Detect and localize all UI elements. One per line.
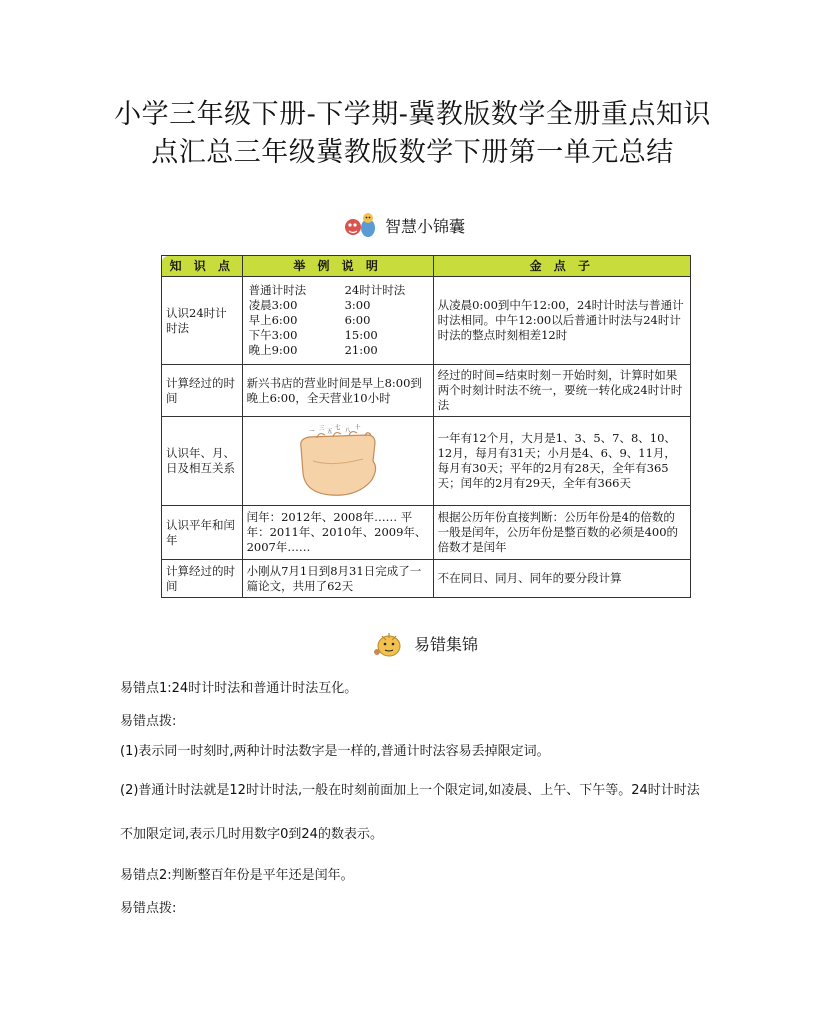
clock-24h: 21:00 xyxy=(344,343,378,357)
svg-text:五: 五 xyxy=(326,429,333,435)
svg-text:八: 八 xyxy=(344,428,351,434)
thinking-mascot-icon xyxy=(372,628,406,658)
header-example: 举 例 说 明 xyxy=(242,256,433,277)
tip-cell: 不在同日、同月、同年的要分段计算 xyxy=(433,560,690,598)
example-cell: 新兴书店的营业时间是早上8:00到晚上6:00，全天营业10小时 xyxy=(242,365,433,417)
mistake-1-hint-1: (1)表示同一时刻时,两种计时法数字是一样的,普通计时法容易丢掉限定词。 xyxy=(120,744,550,759)
tip-cell: 从凌晨0:00到中午12:00，24时计时法与普通计时法相同。中午12:00以后普通计时法与24时计时法的整点时刻相差12时 xyxy=(433,277,690,365)
tip-cell: 根据公历年份直接判断：公历年份是4的倍数的一般是闰年，公历年份是整百数的必须是400的倍数才是闰年 xyxy=(433,506,690,560)
svg-text:三: 三 xyxy=(318,426,325,432)
mistake-2-hint-label: 易错点拨: xyxy=(120,901,177,916)
topic-cell: 计算经过的时间 xyxy=(162,560,243,598)
tip-cell: 经过的时间=结束时刻－开始时刻，计算时如果两个时刻计时法不统一，要统一转化成24时计时法 xyxy=(433,365,690,417)
topic-cell: 认识平年和闰年 xyxy=(162,506,243,560)
table-header-row xyxy=(162,256,691,277)
header-topic: 知 识 点 xyxy=(162,256,243,277)
clock-comparison xyxy=(247,283,429,358)
mistake-1-hint-label: 易错点拨: xyxy=(120,714,177,729)
example-cell: 闰年：2012年、2008年…… 平年：2011年、2010年、2009年、2007年…… xyxy=(242,506,433,560)
example-cell xyxy=(242,277,433,365)
table-row xyxy=(162,560,691,598)
table-row xyxy=(162,506,691,560)
clock-normal: 凌晨3:00 xyxy=(248,298,298,312)
mistake-1-title: 易错点1:24时计时法和普通计时法互化。 xyxy=(120,681,358,696)
table-row xyxy=(162,365,691,417)
clock-normal: 下午3:00 xyxy=(248,328,298,342)
mistake-2-title: 易错点2:判断整百年份是平年还是闰年。 xyxy=(120,868,354,883)
clock-header-24h: 24时计时法 xyxy=(344,283,406,297)
clock-24h: 6:00 xyxy=(344,313,371,327)
section-label: 易错集锦 xyxy=(414,634,479,654)
section-common-mistakes xyxy=(372,628,478,658)
page-title: 小学三年级下册-下学期-冀教版数学全册重点知识点汇总三年级冀教版数学下册第一单元总结 xyxy=(114,99,711,168)
svg-text:七: 七 xyxy=(334,425,341,431)
topic-cell: 认识24时计时法 xyxy=(162,277,243,365)
clock-24h: 3:00 xyxy=(344,298,371,312)
table-row xyxy=(162,417,691,506)
svg-text:一: 一 xyxy=(308,429,315,435)
knowledge-table xyxy=(161,255,691,598)
svg-text:十: 十 xyxy=(354,425,361,431)
section-smart-tips xyxy=(343,210,465,240)
mistake-1-hint-2: (2)普通计时法就是12时计时法,一般在时刻前面加上一个限定词,如凌晨、上午、下午等。24时计时法不加限定词,表示几时用数字0到24的数表示。 xyxy=(120,783,700,842)
section-label: 智慧小锦囊 xyxy=(385,216,466,236)
hand-knuckle-month-diagram xyxy=(283,421,393,501)
topic-cell: 认识年、月、日及相互关系 xyxy=(162,417,243,506)
clock-normal: 早上6:00 xyxy=(248,313,298,327)
topic-cell: 计算经过的时间 xyxy=(162,365,243,417)
cartoon-mascot-icon xyxy=(343,210,377,240)
example-cell: 小刚从7月1日到8月31日完成了一篇论文，共用了62天 xyxy=(242,560,433,598)
clock-24h: 15:00 xyxy=(344,328,378,342)
header-tip: 金 点 子 xyxy=(433,256,690,277)
tip-cell: 一年有12个月，大月是1、3、5、7、8、10、12月，每月有31天；小月是4、6、9、11月，每月有30天；平年的2月有28天，全年有365天；闰年的2月有29天，全年有366天 xyxy=(433,417,690,506)
example-cell xyxy=(242,417,433,506)
table-row xyxy=(162,277,691,365)
clock-normal: 晚上9:00 xyxy=(248,343,298,357)
clock-header-normal: 普通计时法 xyxy=(248,283,307,297)
